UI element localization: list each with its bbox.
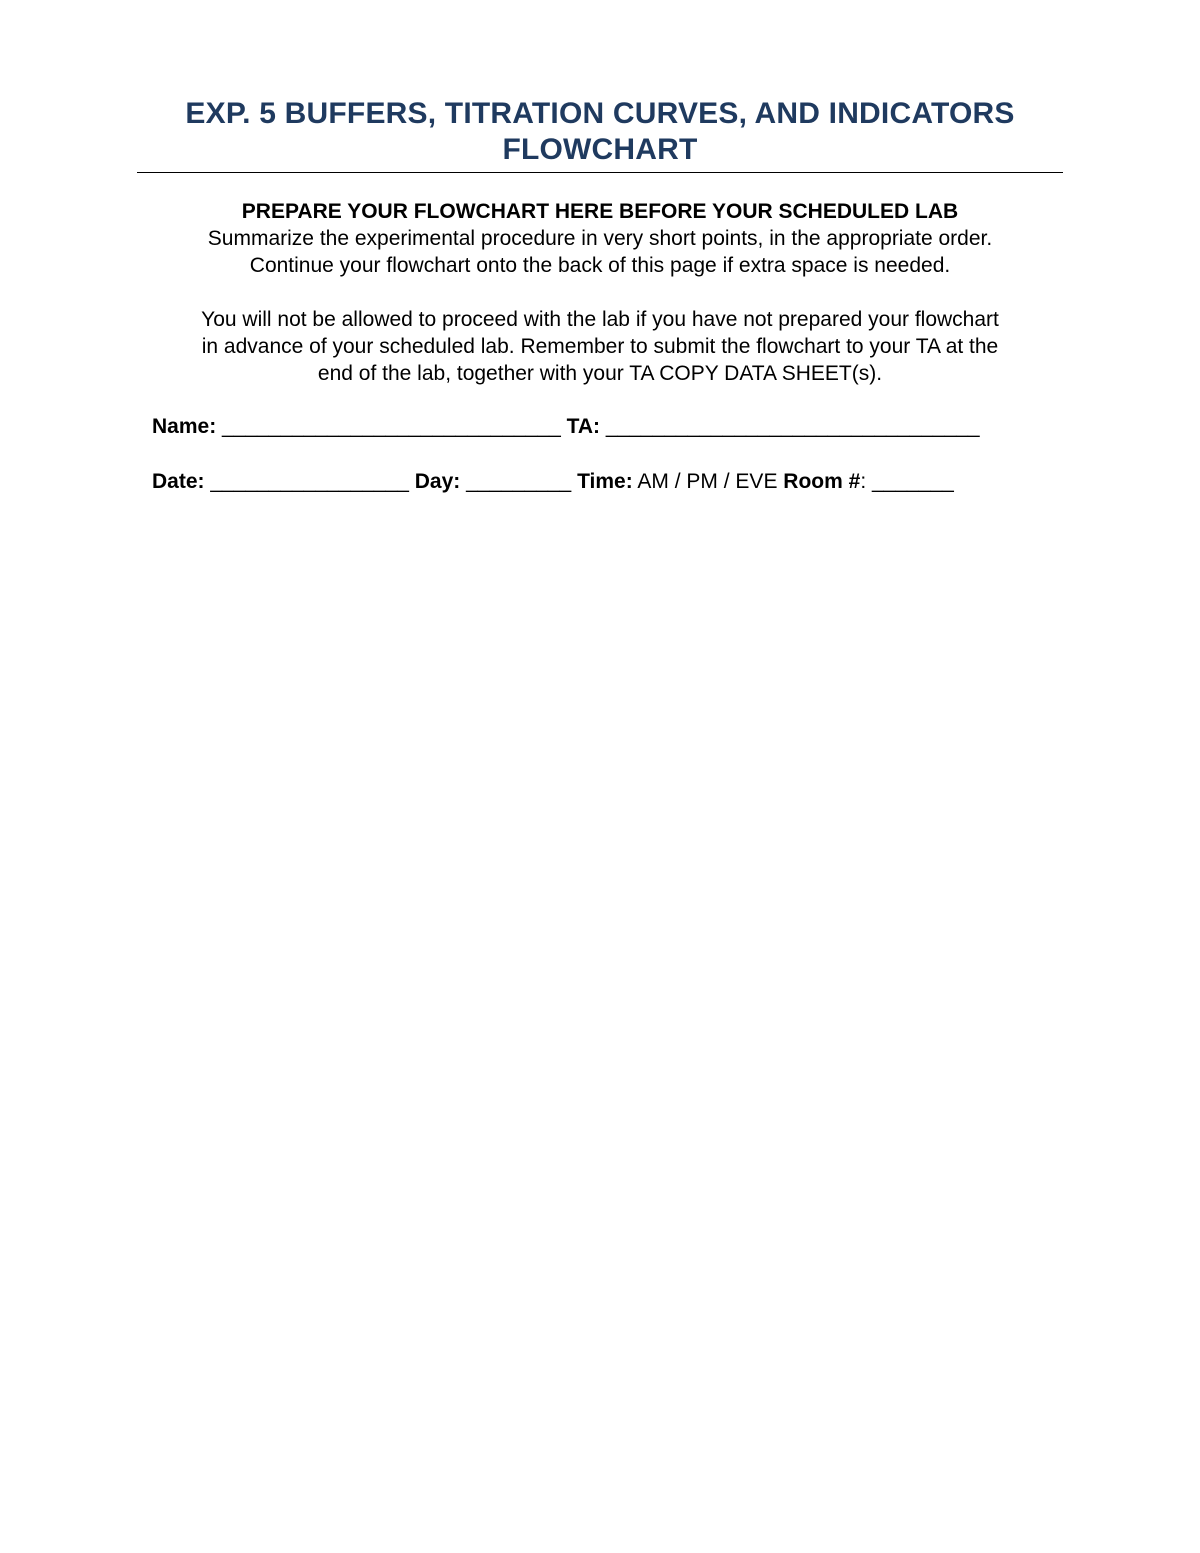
instructions-line-1: Summarize the experimental procedure in very short points, in the appropriate order. <box>207 227 993 250</box>
room-colon: : <box>860 470 867 493</box>
date-field[interactable]: _________________ <box>210 470 409 493</box>
name-label: Name: <box>152 415 217 438</box>
warning-line-3: end of the lab, together with your TA COPY DATA SHEET(s). <box>317 362 883 385</box>
ta-label: TA: <box>566 415 601 438</box>
ta-field[interactable]: ________________________________ <box>605 415 980 438</box>
room-field[interactable]: _______ <box>872 470 954 493</box>
name-field[interactable]: _____________________________ <box>222 415 561 438</box>
instructions-line-2: Continue your flowchart onto the back of this page if extra space is needed. <box>249 254 951 277</box>
warning-text <box>137 306 1063 387</box>
day-label: Day: <box>414 470 461 493</box>
page-title <box>137 0 1063 168</box>
title-line-1: EXP. 5 BUFFERS, TITRATION CURVES, AND INDICATORS <box>185 97 1015 130</box>
name-ta-row <box>152 414 980 440</box>
room-label: Room # <box>783 470 861 493</box>
date-time-row <box>152 469 954 495</box>
instructions-heading: PREPARE YOUR FLOWCHART HERE BEFORE YOUR SCHEDULED LAB <box>241 200 959 223</box>
time-label: Time: <box>577 470 633 493</box>
title-divider <box>137 172 1063 173</box>
date-label: Date: <box>152 470 205 493</box>
warning-line-1: You will not be allowed to proceed with the lab if you have not prepared your flowchart <box>201 308 999 331</box>
warning-line-2: in advance of your scheduled lab. Remember to submit the flowchart to your TA at the <box>201 335 999 358</box>
title-line-2: FLOWCHART <box>502 133 698 166</box>
instructions-text <box>137 225 1063 279</box>
time-options[interactable]: AM / PM / EVE <box>637 470 778 493</box>
document-page <box>137 0 1063 493</box>
day-field[interactable]: _________ <box>466 470 572 493</box>
